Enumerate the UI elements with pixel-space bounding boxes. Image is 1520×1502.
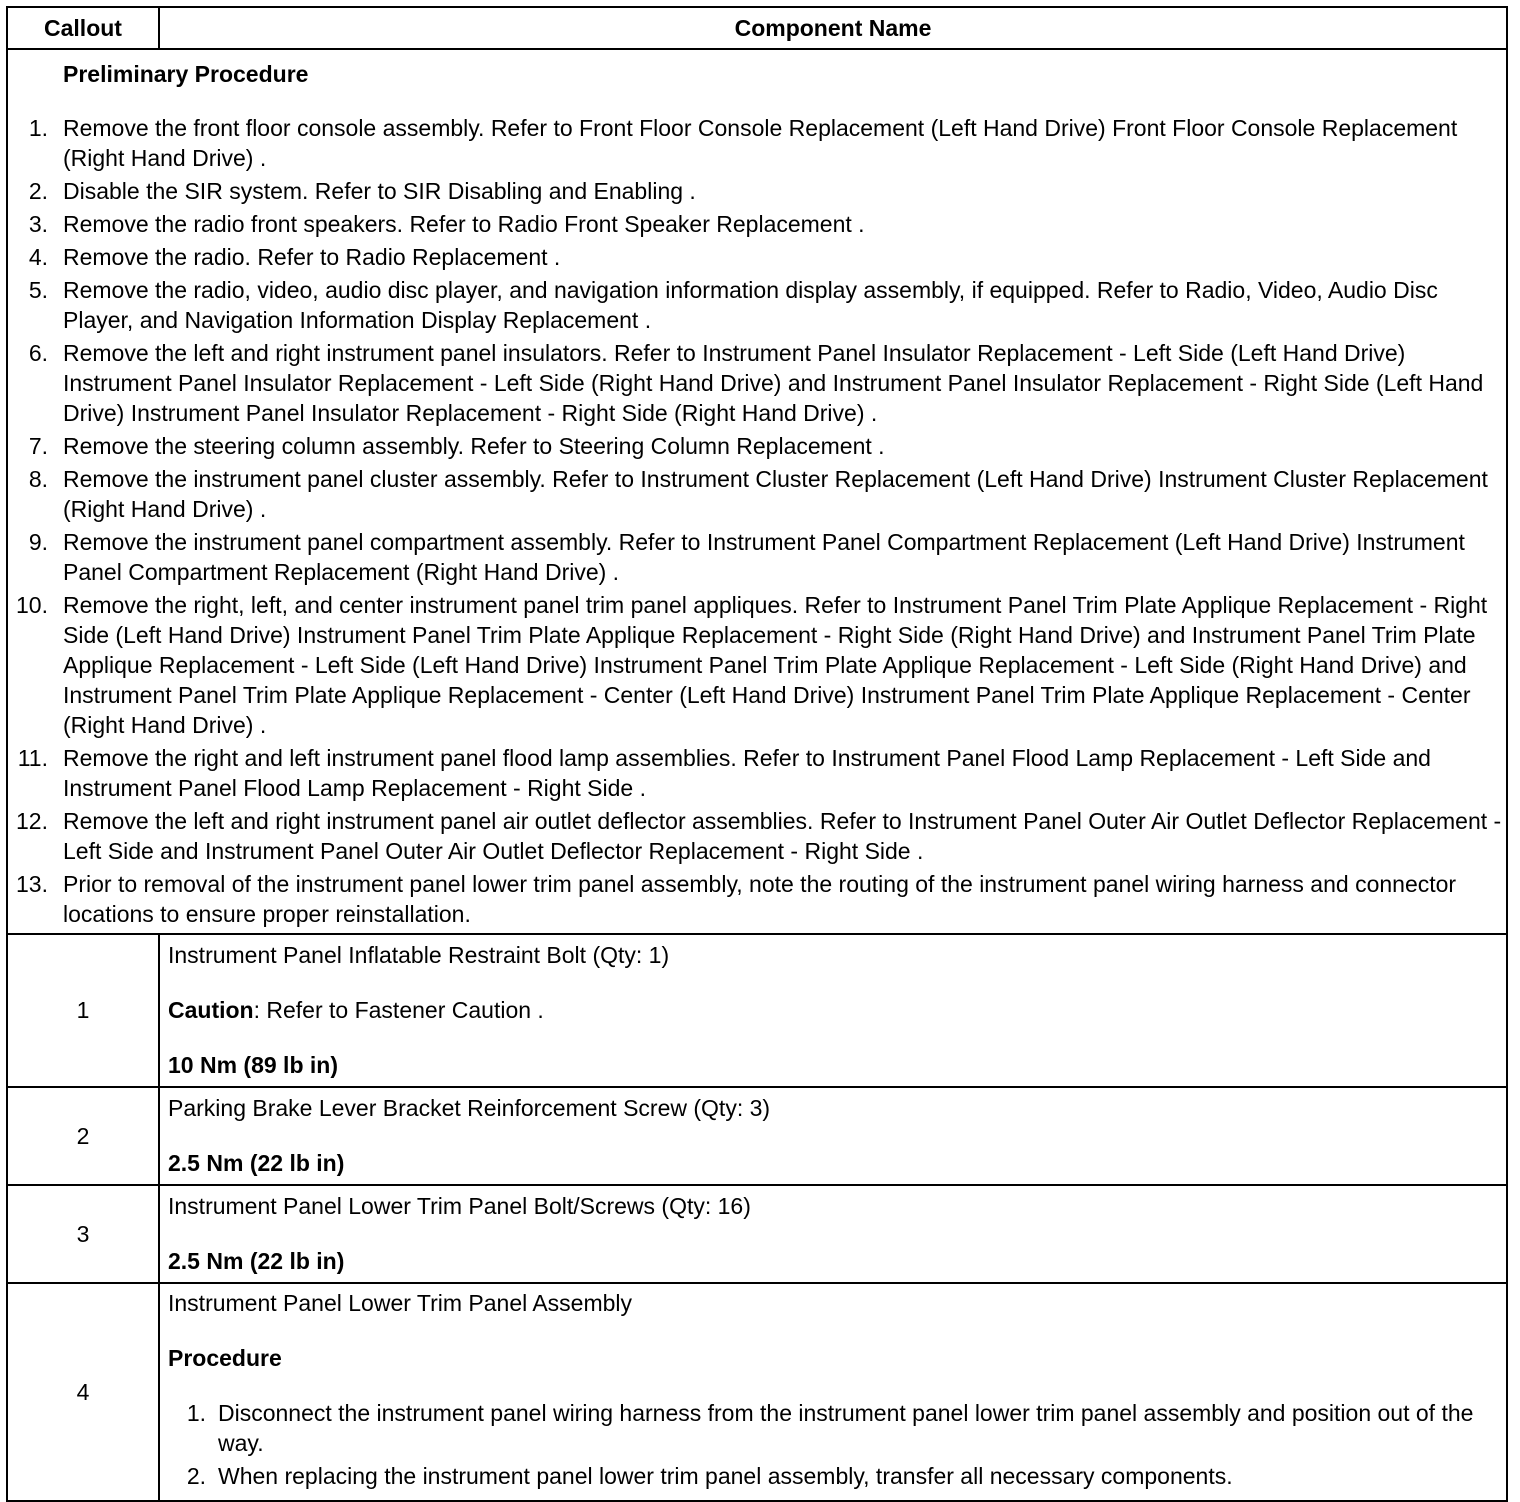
callout-number: 3 bbox=[7, 1185, 159, 1283]
step-text: When replacing the instrument panel lower trim panel assembly, transfer all necessary components. bbox=[218, 1463, 1233, 1489]
step-number: 1. bbox=[28, 115, 48, 141]
step-number: 7. bbox=[28, 433, 48, 459]
list-item bbox=[8, 869, 1506, 929]
procedure-table bbox=[6, 6, 1508, 1502]
step-number: 4. bbox=[28, 244, 48, 270]
torque-spec: 2.5 Nm (22 lb in) bbox=[168, 1149, 345, 1176]
component-name: Parking Brake Lever Bracket Reinforcement Screw (Qty: 3) bbox=[168, 1094, 771, 1121]
step-text: Remove the steering column assembly. Refer to Steering Column Replacement . bbox=[63, 433, 885, 459]
caution-note bbox=[168, 995, 1502, 1025]
step-number: 3. bbox=[28, 211, 48, 237]
list-item bbox=[8, 431, 1506, 461]
step-text: Remove the instrument panel cluster assembly. Refer to Instrument Cluster Replacement (Left Hand Drive) Instrument Cluster Replacement (Right Hand Drive) . bbox=[63, 466, 1488, 522]
list-item bbox=[8, 527, 1506, 587]
list-item bbox=[8, 242, 1506, 272]
preliminary-title: Preliminary Procedure bbox=[63, 61, 309, 87]
step-number: 9. bbox=[28, 529, 48, 555]
table-row bbox=[7, 1283, 1507, 1501]
step-number: 6. bbox=[28, 340, 48, 366]
step-text: Remove the left and right instrument panel insulators. Refer to Instrument Panel Insulator Replacement - Left Side (Left Hand Drive) Instrument Panel Insulator Replacement - Left Side (Right Hand Drive) and Instrument Panel Insulator Replacement - Right Side (Left Hand Drive) Instrument Panel Insulator Replacement - Right Side (Right Hand Drive) . bbox=[63, 340, 1484, 426]
procedure-steps bbox=[168, 1398, 1502, 1491]
table-row bbox=[7, 1087, 1507, 1185]
torque-spec: 10 Nm (89 lb in) bbox=[168, 1052, 338, 1078]
list-item bbox=[8, 590, 1506, 740]
step-text: Remove the radio. Refer to Radio Replacement . bbox=[63, 244, 561, 270]
list-item bbox=[8, 209, 1506, 239]
step-number: 8. bbox=[28, 466, 48, 492]
list-item bbox=[8, 743, 1506, 803]
step-number: 2. bbox=[186, 1463, 206, 1489]
caution-label: Caution bbox=[168, 997, 254, 1023]
list-item bbox=[8, 338, 1506, 428]
step-text: Remove the instrument panel compartment assembly. Refer to Instrument Panel Compartment Replacement (Left Hand Drive) Instrument Panel Compartment Replacement (Right Hand Drive) . bbox=[63, 529, 1465, 585]
step-text: Prior to removal of the instrument panel lower trim panel assembly, note the routing of the instrument panel wiring harness and connector locations to ensure proper reinstallation. bbox=[63, 871, 1457, 927]
step-text: Remove the front floor console assembly. Refer to Front Floor Console Replacement (Left Hand Drive) Front Floor Console Replacement (Right Hand Drive) . bbox=[63, 115, 1458, 171]
callout-header: Callout bbox=[7, 7, 159, 49]
list-item bbox=[8, 464, 1506, 524]
preliminary-row bbox=[7, 49, 1507, 934]
step-text: Remove the right and left instrument panel flood lamp assemblies. Refer to Instrument Panel Flood Lamp Replacement - Left Side and Instrument Panel Flood Lamp Replacement - Right Side . bbox=[63, 745, 1431, 801]
list-item bbox=[168, 1398, 1502, 1458]
step-number: 13. bbox=[16, 871, 48, 897]
step-number: 2. bbox=[28, 178, 48, 204]
step-text: Remove the radio, video, audio disc player, and navigation information display assembly, if equipped. Refer to Radio, Video, Audio Disc Player, and Navigation Information Display Replacement . bbox=[63, 277, 1438, 333]
list-item bbox=[8, 176, 1506, 206]
preliminary-cell bbox=[7, 49, 1507, 934]
header-row bbox=[7, 7, 1507, 49]
step-number: 12. bbox=[16, 808, 48, 834]
list-item bbox=[8, 806, 1506, 866]
step-number: 10. bbox=[16, 592, 48, 618]
callout-number: 1 bbox=[7, 934, 159, 1087]
component-name-header: Component Name bbox=[159, 7, 1507, 49]
list-item bbox=[8, 113, 1506, 173]
component-cell bbox=[159, 1087, 1507, 1185]
procedure-title: Procedure bbox=[168, 1345, 282, 1371]
table-row bbox=[7, 934, 1507, 1087]
step-number: 5. bbox=[28, 277, 48, 303]
step-text: Disable the SIR system. Refer to SIR Disabling and Enabling . bbox=[63, 178, 696, 204]
step-text: Disconnect the instrument panel wiring harness from the instrument panel lower trim panel assembly and position out of the way. bbox=[218, 1400, 1474, 1456]
list-item bbox=[168, 1461, 1502, 1491]
callout-number: 4 bbox=[7, 1283, 159, 1501]
step-text: Remove the left and right instrument panel air outlet deflector assemblies. Refer to Instrument Panel Outer Air Outlet Deflector Replacement - Left Side and Instrument Panel Outer Air Outlet Deflector Replacement - Right Side . bbox=[63, 808, 1502, 864]
component-cell bbox=[159, 1283, 1507, 1501]
caution-text: : Refer to Fastener Caution . bbox=[253, 997, 544, 1023]
component-name: Instrument Panel Inflatable Restraint Bolt (Qty: 1) bbox=[168, 942, 670, 968]
list-item bbox=[8, 275, 1506, 335]
component-name: Instrument Panel Lower Trim Panel Assembly bbox=[168, 1290, 633, 1316]
component-cell bbox=[159, 1185, 1507, 1283]
component-name: Instrument Panel Lower Trim Panel Bolt/Screws (Qty: 16) bbox=[168, 1192, 751, 1219]
step-number: 11. bbox=[17, 745, 48, 771]
step-text: Remove the radio front speakers. Refer to Radio Front Speaker Replacement . bbox=[63, 211, 865, 237]
step-number: 1. bbox=[186, 1400, 206, 1426]
step-text: Remove the right, left, and center instrument panel trim panel appliques. Refer to Instrument Panel Trim Plate Applique Replacement - Right Side (Left Hand Drive) Instrument Panel Trim Plate Applique Replacement - Right Side (Right Hand Drive) and Instrument Panel Trim Plate Applique Replacement - Left Side (Left Hand Drive) Instrument Panel Trim Plate Applique Replacement - Left Side (Right Hand Drive) and Instrument Panel Trim Plate Applique Replacement - Center (Left Hand Drive) Instrument Panel Trim Plate Applique Replacement - Center (Right Hand Drive) . bbox=[63, 592, 1488, 738]
callout-number: 2 bbox=[7, 1087, 159, 1185]
component-cell bbox=[159, 934, 1507, 1087]
table-row bbox=[7, 1185, 1507, 1283]
torque-spec: 2.5 Nm (22 lb in) bbox=[168, 1247, 345, 1274]
preliminary-steps bbox=[8, 113, 1506, 929]
